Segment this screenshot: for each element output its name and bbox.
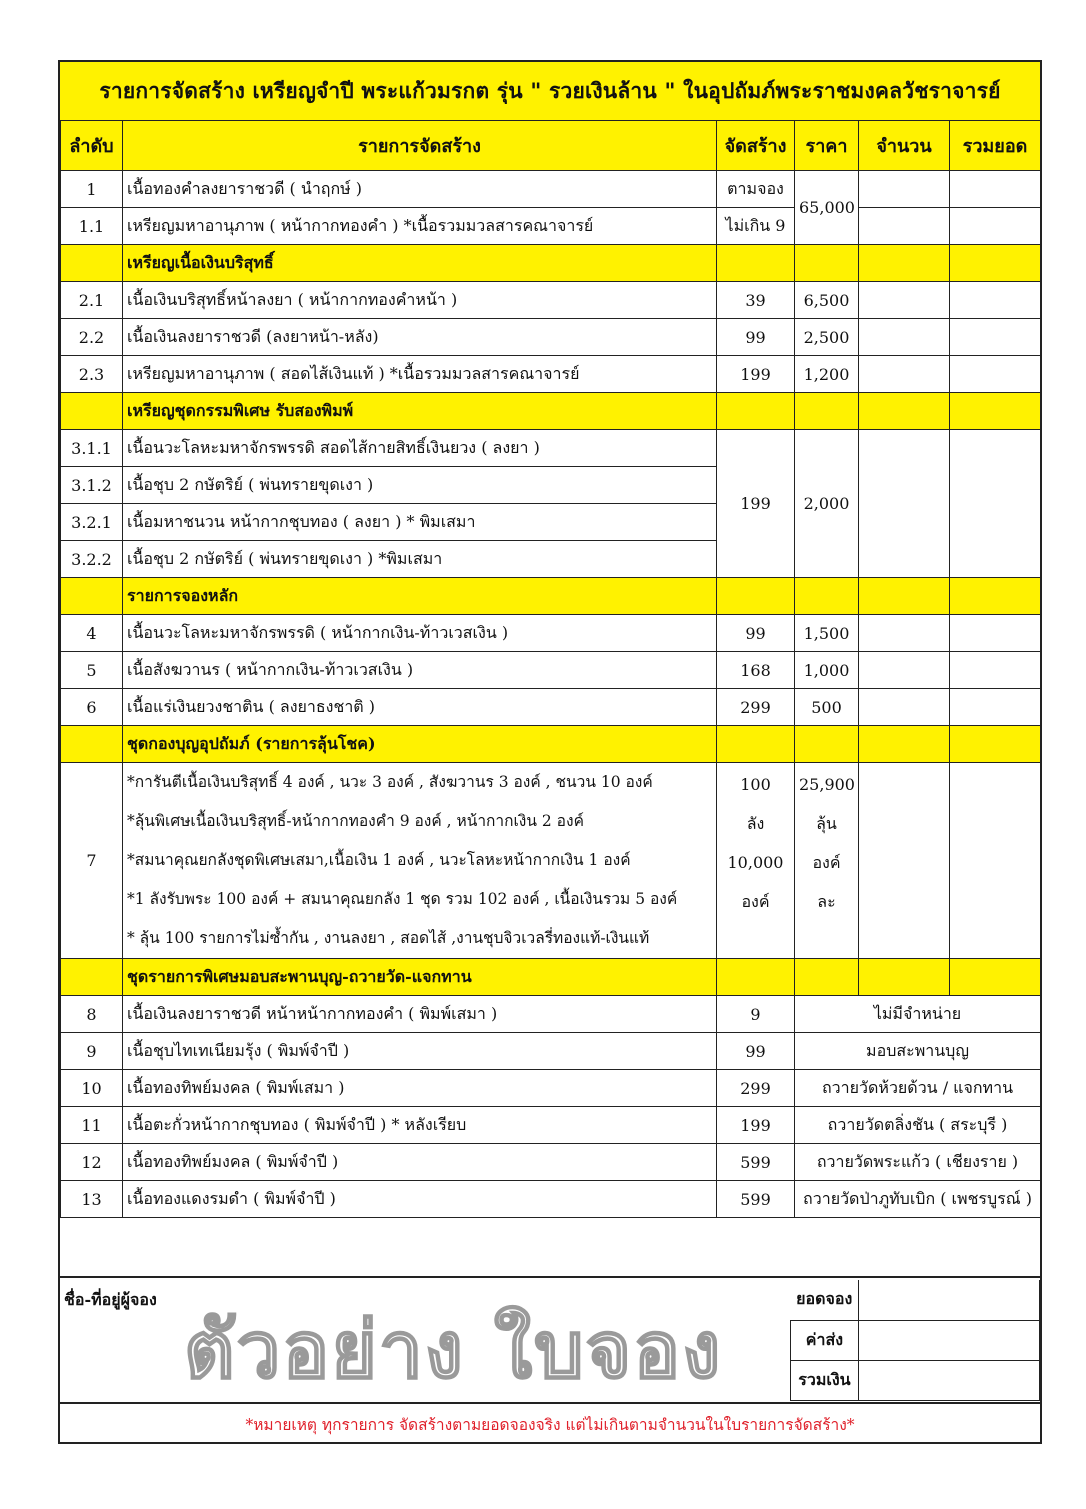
table-row [61, 996, 1041, 1033]
row-note: ถวายวัดป่าภูทับเบิก ( เพชรบูรณ์ ) [795, 1181, 1041, 1218]
col-header-made: จัดสร้าง [717, 121, 795, 171]
row-item: เนื้อชุบ 2 กษัตริย์ ( พ่นทรายขุดเงา ) *พิมเสมา [123, 541, 717, 578]
name-address-label: ชื่อ-ที่อยู่ผู้จอง [64, 1290, 157, 1309]
row-note: มอบสะพานบุญ [795, 1033, 1041, 1070]
row-no: 2.2 [61, 319, 123, 356]
shipping-input[interactable] [858, 1320, 1039, 1360]
total-input[interactable] [950, 689, 1041, 726]
detail-line: *สมนาคุณยกลังชุดพิเศษเสมา,เนื้อเงิน 1 องค์ , นวะโลหะหน้ากากเงิน 1 องค์ [127, 851, 631, 869]
col-header-item: รายการจัดสร้าง [123, 121, 717, 171]
row-item: เนื้อนวะโลหะมหาจักรพรรดิ ( หน้ากากเงิน-ท้าวเวสเงิน ) [123, 615, 717, 652]
qty-input[interactable] [859, 652, 950, 689]
made-line: 100 [740, 775, 771, 794]
section-title: ชุดรายการพิเศษมอบสะพานบุญ-ถวายวัด-แจกทาน [123, 959, 717, 996]
price-line: ลุ้น [816, 814, 837, 833]
row-no: 11 [61, 1107, 123, 1144]
row-price: 1,000 [795, 652, 859, 689]
table-row [61, 430, 1041, 467]
made-line: 10,000 [727, 853, 784, 872]
price-line: 25,900 [799, 775, 855, 794]
row-item: เนื้อแร่เงินยวงชาติน ( ลงยาธงชาติ ) [123, 689, 717, 726]
section-header [61, 726, 1041, 763]
row-price: 65,000 [795, 171, 859, 245]
row-no: 1 [61, 171, 123, 208]
sum-input[interactable] [858, 1360, 1039, 1400]
row-made: ตามจอง [717, 171, 795, 208]
row-item: เนื้อสังฆวานร ( หน้ากากเงิน-ท้าวเวสเงิน ) [123, 652, 717, 689]
table-row [61, 171, 1041, 208]
total-input[interactable] [950, 615, 1041, 652]
row-price: 1,500 [795, 615, 859, 652]
row-no: 3.2.1 [61, 504, 123, 541]
row-made: 168 [717, 652, 795, 689]
total-input[interactable] [950, 430, 1041, 578]
row-price: 500 [795, 689, 859, 726]
table-row [61, 319, 1041, 356]
sample-watermark: ตัวอย่าง ใบจอง [184, 1306, 723, 1396]
qty-input[interactable] [859, 319, 950, 356]
total-input[interactable] [950, 282, 1041, 319]
row-item: เนื้อมหาชนวน หน้ากากชุบทอง ( ลงยา ) * พิมเสมา [123, 504, 717, 541]
qty-input[interactable] [859, 171, 950, 208]
row-made: 299 [717, 689, 795, 726]
col-header-qty: จำนวน [859, 121, 950, 171]
total-input[interactable] [950, 763, 1041, 959]
detail-line: *การันตีเนื้อเงินบริสุทธิ์ 4 องค์ , นวะ 3 องค์ , สังฆวานร 3 องค์ , ชนวน 10 องค์ [127, 773, 653, 791]
col-header-no: ลำดับ [61, 121, 123, 171]
made-line: องค์ [741, 892, 770, 911]
row-item: เนื้อนวะโลหะมหาจักรพรรดิ สอดไส้กายสิทธิ์เงินยวง ( ลงยา ) [123, 430, 717, 467]
row-made: 599 [717, 1181, 795, 1218]
qty-input[interactable] [859, 689, 950, 726]
row-item: เหรียญมหาอานุภาพ ( สอดไส้เงินแท้ ) *เนื้อรวมมวลสารคณาจารย์ [123, 356, 717, 393]
total-input[interactable] [950, 319, 1041, 356]
detail-line: *1 ลังรับพระ 100 องค์ + สมนาคุณยกลัง 1 ชุด รวม 102 องค์ , เนื้อเงินรวม 5 องค์ [127, 890, 678, 908]
row-note: ถวายวัดพระแก้ว ( เชียงราย ) [795, 1144, 1041, 1181]
qty-input[interactable] [859, 763, 950, 959]
qty-input[interactable] [859, 208, 950, 245]
row-made: 39 [717, 282, 795, 319]
table-row [61, 763, 1041, 959]
row-note: ไม่มีจำหน่าย [795, 996, 1041, 1033]
row-item: เนื้อชุบไทเทเนียมรุ้ง ( พิมพ์จำปี ) [123, 1033, 717, 1070]
total-input[interactable] [950, 208, 1041, 245]
row-price: 2,000 [795, 430, 859, 578]
row-price: 2,500 [795, 319, 859, 356]
row-no: 3.1.1 [61, 430, 123, 467]
section-title: เหรียญเนื้อเงินบริสุทธิ์ [123, 245, 717, 282]
row-item: เนื้อทองทิพย์มงคล ( พิมพ์เสมา ) [123, 1070, 717, 1107]
table-row [61, 356, 1041, 393]
section-title: ชุดกองบุญอุปถัมภ์ (รายการลุ้นโชค) [123, 726, 717, 763]
row-item: เนื้อเงินลงยาราชวดี หน้าหน้ากากทองคำ ( พิมพ์เสมา ) [123, 996, 717, 1033]
made-line: ลัง [746, 814, 765, 833]
row-made: 199 [717, 356, 795, 393]
table-row [61, 208, 1041, 245]
table-header [61, 121, 1041, 171]
qty-input[interactable] [859, 615, 950, 652]
form-title: รายการจัดสร้าง เหรียญจำปี พระแก้วมรกต รุ่น " รวยเงินล้าน " ในอุปถัมภ์พระราชมงคลวัชราจารย์ [60, 62, 1040, 122]
row-no: 10 [61, 1070, 123, 1107]
section-title: รายการจองหลัก [123, 578, 717, 615]
row-item: เนื้อเงินบริสุทธิ์หน้าลงยา ( หน้ากากทองคำหน้า ) [123, 282, 717, 319]
table-row [61, 1107, 1041, 1144]
col-header-price: ราคา [795, 121, 859, 171]
footnote: *หมายเหตุ ทุกรายการ จัดสร้างตามยอดจองจริง แต่ไม่เกินตามจำนวนในใบรายการจัดสร้าง* [60, 1402, 1040, 1444]
row-no: 6 [61, 689, 123, 726]
row-no: 5 [61, 652, 123, 689]
table-row [61, 1181, 1041, 1218]
table-row [61, 652, 1041, 689]
total-input[interactable] [950, 356, 1041, 393]
detail-line: * ลุ้น 100 รายการไม่ซ้ำกัน , งานลงยา , สอดไส้ ,งานชุบจิวเวลรี่ทองแท้-เงินแท้ [127, 929, 650, 947]
row-item [123, 763, 717, 959]
qty-input[interactable] [859, 356, 950, 393]
row-no: 7 [61, 763, 123, 959]
row-no: 2.1 [61, 282, 123, 319]
row-item: เนื้อเงินลงยาราชวดี (ลงยาหน้า-หลัง) [123, 319, 717, 356]
booking-total-input[interactable] [858, 1280, 1039, 1320]
row-no: 9 [61, 1033, 123, 1070]
table-row [61, 1033, 1041, 1070]
row-made: 99 [717, 319, 795, 356]
price-line: ละ [817, 892, 836, 911]
row-item: เหรียญมหาอานุภาพ ( หน้ากากทองคำ ) *เนื้อรวมมวลสารคณาจารย์ [123, 208, 717, 245]
row-no: 12 [61, 1144, 123, 1181]
row-made: 599 [717, 1144, 795, 1181]
col-header-total: รวมยอด [950, 121, 1041, 171]
row-no: 3.2.2 [61, 541, 123, 578]
summary-table [790, 1280, 1040, 1401]
row-made: 299 [717, 1070, 795, 1107]
row-item: เนื้อทองแดงรมดำ ( พิมพ์จำปี ) [123, 1181, 717, 1218]
item-table [60, 120, 1041, 1218]
row-note: ถวายวัดห้วยด้วน / แจกทาน [795, 1070, 1041, 1107]
table-row [61, 1144, 1041, 1181]
row-no: 8 [61, 996, 123, 1033]
row-item: เนื้อทองคำลงยาราชวดี ( นำฤกษ์ ) [123, 171, 717, 208]
shipping-label: ค่าส่ง [791, 1320, 859, 1360]
price-line: องค์ [812, 853, 841, 872]
table-row [61, 1070, 1041, 1107]
row-made: 99 [717, 1033, 795, 1070]
order-form [58, 60, 1042, 1444]
row-price: 1,200 [795, 356, 859, 393]
booking-total-label: ยอดจอง [791, 1280, 859, 1320]
row-item: เนื้อตะกั่วหน้ากากชุบทอง ( พิมพ์จำปี ) * หลังเรียบ [123, 1107, 717, 1144]
row-price: 6,500 [795, 282, 859, 319]
section-header [61, 393, 1041, 430]
row-note: ถวายวัดตลิ่งชัน ( สระบุรี ) [795, 1107, 1041, 1144]
table-row [61, 615, 1041, 652]
section-header [61, 245, 1041, 282]
table-row [61, 689, 1041, 726]
detail-line: *ลุ้นพิเศษเนื้อเงินบริสุทธิ์-หน้ากากทองคำ 9 องค์ , หน้ากากเงิน 2 องค์ [127, 812, 584, 830]
row-no: 3.1.2 [61, 467, 123, 504]
total-input[interactable] [950, 652, 1041, 689]
sum-label: รวมเงิน [791, 1360, 859, 1400]
row-no: 1.1 [61, 208, 123, 245]
row-no: 13 [61, 1181, 123, 1218]
row-no: 4 [61, 615, 123, 652]
row-made: 99 [717, 615, 795, 652]
total-input[interactable] [950, 171, 1041, 208]
qty-input[interactable] [859, 282, 950, 319]
qty-input[interactable] [859, 430, 950, 578]
row-made [717, 763, 795, 959]
table-row [61, 282, 1041, 319]
row-made: ไม่เกิน 9 [717, 208, 795, 245]
row-price [795, 763, 859, 959]
row-made: 9 [717, 996, 795, 1033]
section-header [61, 578, 1041, 615]
row-item: เนื้อทองทิพย์มงคล ( พิมพ์จำปี ) [123, 1144, 717, 1181]
section-header [61, 959, 1041, 996]
row-made: 199 [717, 1107, 795, 1144]
row-no: 2.3 [61, 356, 123, 393]
section-title: เหรียญชุดกรรมพิเศษ รับสองพิมพ์ [123, 393, 717, 430]
row-made: 199 [717, 430, 795, 578]
row-item: เนื้อชุบ 2 กษัตริย์ ( พ่นทรายขุดเงา ) [123, 467, 717, 504]
